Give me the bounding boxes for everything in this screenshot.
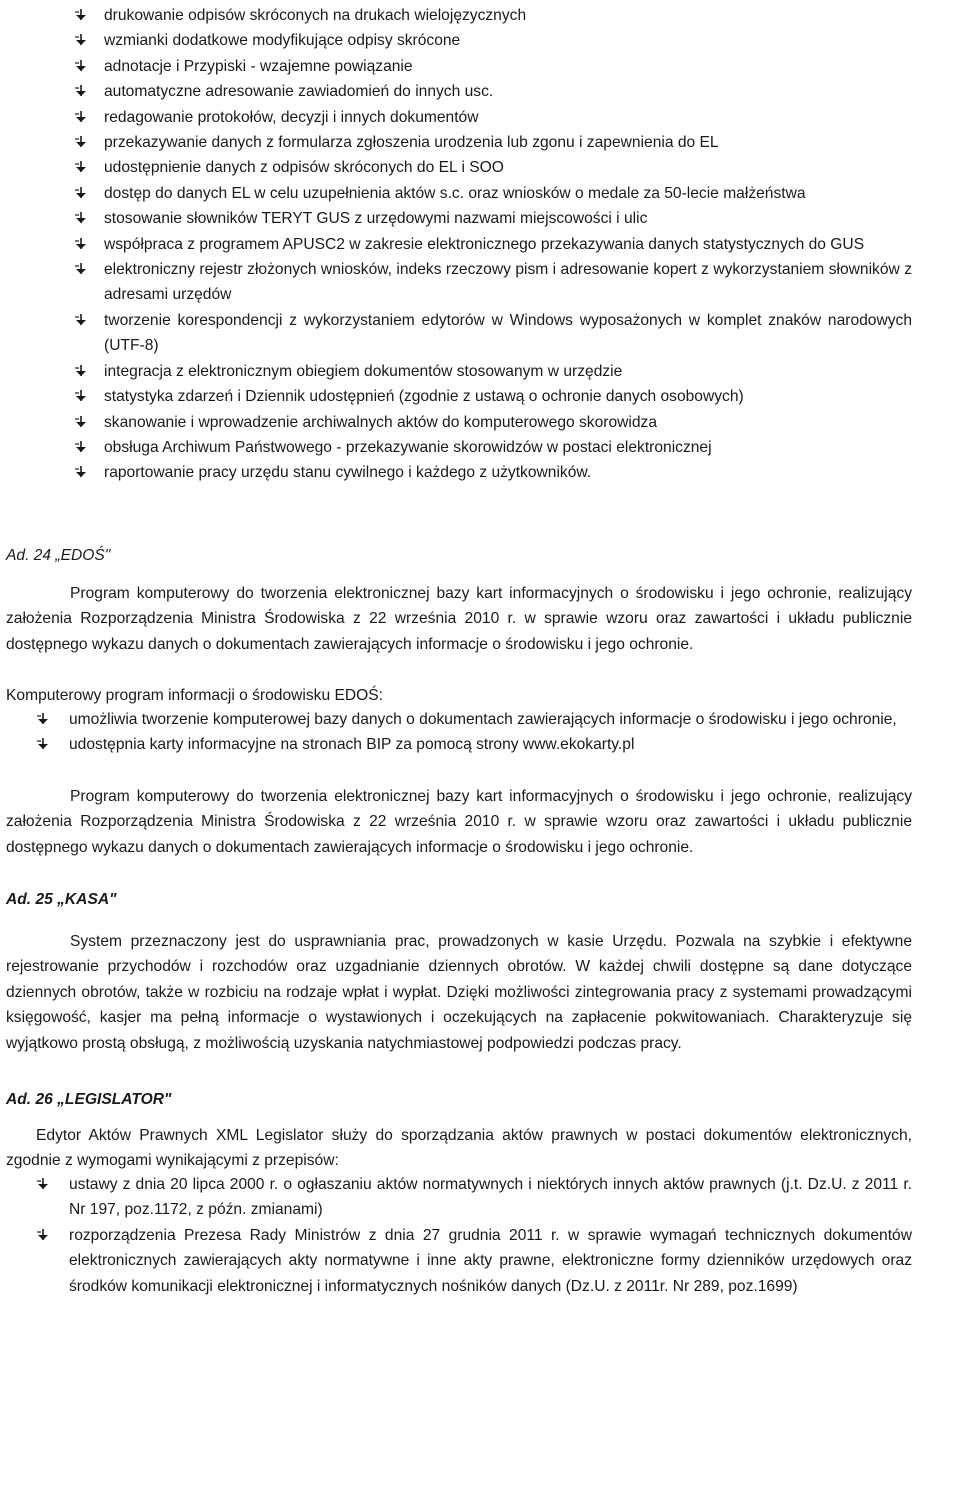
arrow-bullet-icon: [74, 465, 88, 479]
arrow-bullet-icon: [36, 737, 50, 751]
arrow-bullet-icon: [74, 364, 88, 378]
feature-item-text: elektroniczny rejestr złożonych wniosków, indeks rzeczowy pism i adresowanie kopert z wykorzystaniem słowników z adresami urzędów: [104, 261, 912, 304]
arrow-bullet-icon: [74, 110, 88, 124]
kasa-paragraph: System przeznaczony jest do usprawniania prac, prowadzonych w kasie Urzędu. Pozwala na szybkie i efektywne rejestrowanie przychodów i rozchodów oraz uzgadnianie dziennych obrotów. W każdej chwili dostępne są dane dotyczące dziennych obrotów, także w rozbiciu na rodzaje wpłat i wypłat. Dzięki możliwości zintegrowania pracy z systemami prowadzącymi księgowość, kasjer ma pełną informacje o wystawionych i oczekujących na zapłacenie pokwitowaniach. Charakteryzuje się wyjątkowo prostą obsługą, z możliwością uzyskania natychmiastowej podpowiedzi podczas pracy.: [6, 933, 912, 1052]
arrow-bullet-icon: [74, 237, 88, 251]
arrow-bullet-icon: [74, 84, 88, 98]
arrow-bullet-icon: [74, 415, 88, 429]
feature-item: [104, 79, 912, 104]
feature-item: [104, 435, 912, 460]
feature-item-text: obsługa Archiwum Państwowego - przekazywanie skorowidzów w postaci elektronicznej: [104, 438, 712, 456]
edos-paragraph-1: Program komputerowy do tworzenia elektronicznej bazy kart informacyjnych o środowisku i jego ochronie, realizujący założenia Rozporządzenia Ministra Środowiska z 22 września 2010 r. w sprawie wzoru oraz zawartości i układu publicznie dostępnego wykazu danych o dokumentach zawierających informacje o środowisku i jego ochronie.: [6, 585, 912, 653]
feature-item: [104, 181, 912, 206]
arrow-bullet-icon: [74, 389, 88, 403]
edos-list-item: [69, 707, 912, 732]
arrow-bullet-icon: [74, 8, 88, 22]
feature-item: [104, 308, 912, 359]
arrow-bullet-icon: [36, 1177, 50, 1191]
edos-paragraph-2: Program komputerowy do tworzenia elektronicznej bazy kart informacyjnych o środowisku i jego ochronie, realizujący założenia Rozporządzenia Ministra Środowiska z 22 września 2010 r. w sprawie wzoru oraz zawartości i układu publicznie dostępnego wykazu danych o dokumentach zawierających informacje o środowisku i jego ochronie.: [6, 788, 912, 856]
arrow-bullet-icon: [74, 440, 88, 454]
feature-item: [104, 28, 912, 53]
legislator-paragraph: Edytor Aktów Prawnych XML Legislator służy do sporządzania aktów prawnych w postaci dokumentów elektronicznych, zgodnie z wymogami wynikającymi z przepisów:: [6, 1127, 912, 1170]
feature-item-text: integracja z elektronicznym obiegiem dokumentów stosowanym w urzędzie: [104, 362, 623, 380]
feature-item: [104, 3, 912, 28]
arrow-bullet-icon: [74, 211, 88, 225]
feature-item-text: wzmianki dodatkowe modyfikujące odpisy skrócone: [104, 32, 461, 50]
arrow-bullet-icon: [74, 33, 88, 47]
arrow-bullet-icon: [74, 186, 88, 200]
feature-item-text: udostępnienie danych z odpisów skróconych do EL i SOO: [104, 159, 504, 177]
edos-intro: Komputerowy program informacji o środowisku EDOŚ:: [6, 687, 383, 704]
feature-item: [104, 257, 912, 308]
feature-item-text: przekazywanie danych z formularza zgłoszenia urodzenia lub zgonu i zapewnienia do EL: [104, 134, 719, 152]
feature-item-text: dostęp do danych EL w celu uzupełnienia aktów s.c. oraz wniosków o medale za 50-lecie małżeństwa: [104, 184, 806, 202]
edos-list-item-text: udostępnia karty informacyjne na stronach BIP za pomocą strony www.ekokarty.pl: [69, 736, 635, 754]
feature-item-text: statystyka zdarzeń i Dziennik udostępnień (zgodnie z ustawą o ochronie danych osobowych): [104, 388, 744, 406]
arrow-bullet-icon: [74, 313, 88, 327]
arrow-bullet-icon: [36, 1228, 50, 1242]
feature-item-text: drukowanie odpisów skróconych na drukach wielojęzycznych: [104, 7, 527, 24]
feature-item: [104, 359, 912, 384]
section-heading-kasa: Ad. 25 „KASA": [6, 891, 117, 908]
legislator-list-item: [69, 1223, 912, 1299]
edos-list-item-text: umożliwia tworzenie komputerowej bazy danych o dokumentach zawierających informacje o środowisku i jego ochronie,: [69, 711, 897, 728]
feature-item: [104, 410, 912, 435]
feature-item-text: współpraca z programem APUSC2 w zakresie elektronicznego przekazywania danych statystycznych do GUS: [104, 235, 865, 253]
feature-item: [104, 130, 912, 155]
arrow-bullet-icon: [74, 59, 88, 73]
feature-item-text: tworzenie korespondencji z wykorzystaniem edytorów w Windows wyposażonych w komplet znaków narodowych (UTF-8): [104, 311, 912, 355]
arrow-bullet-icon: [74, 160, 88, 174]
feature-item-text: skanowanie i wprowadzenie archiwalnych aktów do komputerowego skorowidza: [104, 413, 657, 431]
feature-item-text: raportowanie pracy urzędu stanu cywilnego i każdego z użytkowników.: [104, 464, 592, 482]
feature-item-text: automatyczne adresowanie zawiadomień do innych usc.: [104, 83, 494, 101]
legislator-list-item: [69, 1172, 912, 1223]
feature-item: [104, 155, 912, 180]
feature-item: [104, 460, 912, 485]
feature-item-text: adnotacje i Przypiski - wzajemne powiązanie: [104, 57, 413, 75]
section-heading-edos: Ad. 24 „EDOŚ": [6, 547, 111, 564]
edos-list-item: [69, 732, 912, 757]
feature-item: [104, 54, 912, 79]
feature-item: [104, 206, 912, 231]
arrow-bullet-icon: [36, 712, 50, 726]
features-list: [104, 3, 912, 486]
feature-item: [104, 384, 912, 409]
arrow-bullet-icon: [74, 262, 88, 276]
feature-item: [104, 105, 912, 130]
section-heading-legislator: Ad. 26 „LEGISLATOR": [6, 1091, 172, 1108]
legislator-list-item-text: ustawy z dnia 20 lipca 2000 r. o ogłaszaniu aktów normatywnych i niektórych innych aktów prawnych (j.t. Dz.U. z 2011 r. Nr 197, poz.1172, z późn. zmianami): [69, 1176, 912, 1219]
legislator-list: [69, 1172, 912, 1299]
edos-list: [69, 707, 912, 758]
legislator-list-item-text: rozporządzenia Prezesa Rady Ministrów z dnia 27 grudnia 2011 r. w sprawie wymagań technicznych dokumentów elektronicznych zawierających akty normatywne i inne akty prawne, elektroniczne formy dzienników urzędowych oraz środków komunikacji elektronicznej i informatycznych nośników danych (Dz.U. z 2011r. Nr 289, poz.1699): [69, 1226, 912, 1295]
feature-item-text: stosowanie słowników TERYT GUS z urzędowymi nazwami miejscowości i ulic: [104, 210, 648, 228]
feature-item: [104, 232, 912, 257]
arrow-bullet-icon: [74, 135, 88, 149]
feature-item-text: redagowanie protokołów, decyzji i innych dokumentów: [104, 108, 479, 126]
